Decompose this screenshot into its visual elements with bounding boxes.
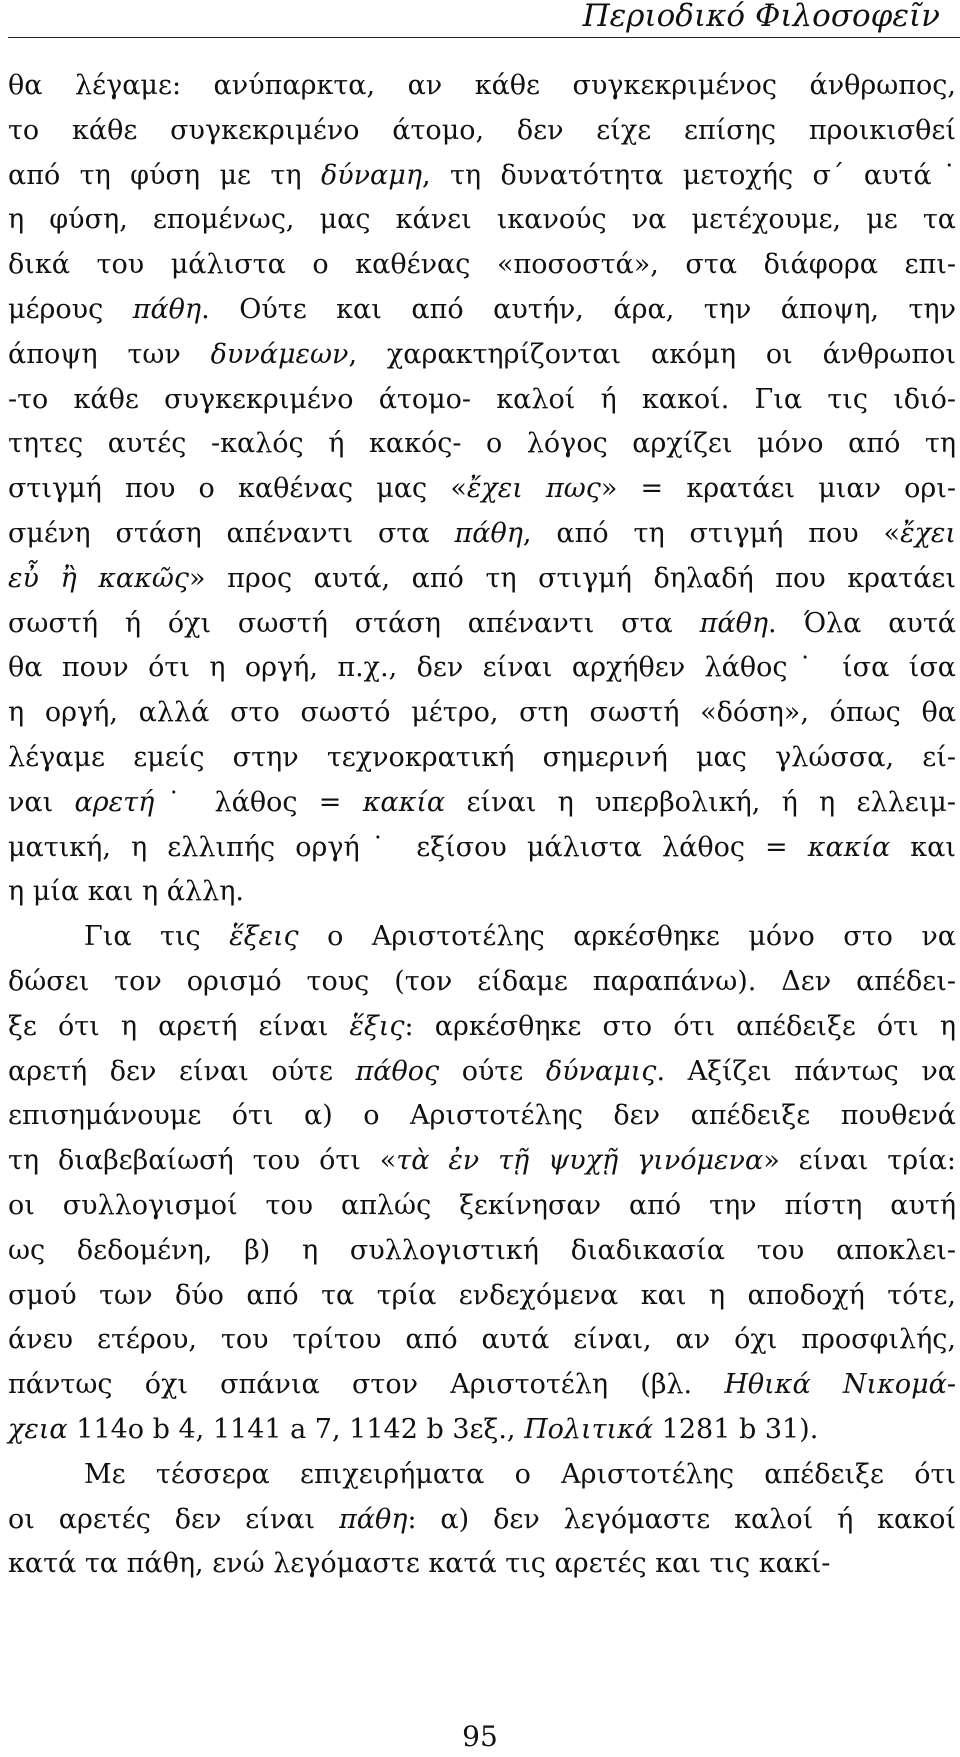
text-segment: 114ο b 4, 1141 a 7, 1142 b 3εξ., (67, 1413, 525, 1445)
italic-term: πάθη (339, 1503, 408, 1535)
text-segment: , χαρακτηρίζονται ακόμη οι άνθρωποι (348, 338, 956, 370)
italic-term: δυνάμεων (210, 338, 349, 370)
text-segment: » προς αυτά, από τη στιγμή δηλαδή που κρατάει (189, 562, 956, 594)
text-line (8, 198, 956, 243)
text-line (8, 1050, 956, 1095)
text-segment: θα πουν ότι η οργή, π.χ., δεν είναι αρχήθεν λάθος˙ ίσα ίσα (8, 652, 956, 684)
text-segment: η φύση, επομένως, μας κάνει ικανούς να μετέχουμε, με τα (8, 204, 956, 236)
italic-term: Ηθικά Νικομά- (724, 1369, 956, 1401)
text-segment: μέρους (8, 293, 133, 325)
text-line (8, 422, 956, 467)
text-line (8, 1184, 956, 1229)
text-segment: λέγαμε εμείς στην τεχνοκρατική σημερινή μας γλώσσα, εί- (8, 741, 956, 773)
text-segment: και (890, 831, 956, 863)
text-line (8, 1274, 956, 1319)
text-line (8, 1363, 956, 1408)
text-segment: . Αξίζει πάντως να (656, 1055, 956, 1087)
italic-term: αρετή (74, 786, 155, 818)
body-text (8, 64, 956, 1587)
text-line (8, 781, 956, 826)
text-line (8, 870, 956, 915)
text-segment: -το κάθε συγκεκριμένο άτομο- καλοί ή κακοί. Για τις ιδιό- (8, 383, 956, 415)
italic-term: ἕξις (349, 1010, 405, 1042)
text-line (8, 557, 956, 602)
italic-term: πάθος (355, 1055, 440, 1087)
text-segment: είναι η υπερβολική, ή η ελλειμ- (445, 786, 956, 818)
text-line (8, 1408, 956, 1453)
text-segment: σωστή ή όχι σωστή στάση απέναντι στα (8, 607, 700, 639)
italic-term: κακία (807, 831, 891, 863)
text-segment: ξε ότι η αρετή είναι (8, 1010, 350, 1042)
italic-term: δύναμη (320, 159, 422, 191)
text-segment: Για τις (84, 921, 230, 953)
text-segment: ούτε (439, 1055, 546, 1087)
italic-term: ἔχει πως (466, 473, 601, 505)
text-segment: δικά του μάλιστα ο καθένας «ποσοστά», στα διάφορα επι- (8, 249, 956, 281)
page-number: 95 (462, 1720, 498, 1753)
text-segment: δώσει τον ορισμό τους (τον είδαμε παραπάνω). Δεν απέδει- (8, 965, 956, 997)
text-segment: , από τη στιγμή που « (522, 517, 901, 549)
text-line (8, 467, 956, 512)
text-segment: , τη δυνατότητα μετοχής σ΄ αυτά˙ (422, 159, 956, 191)
text-segment: τη διαβεβαίωσή του ότι « (8, 1145, 397, 1177)
text-segment: : α) δεν λεγόμαστε καλοί ή κακοί (407, 1503, 956, 1535)
text-line (8, 826, 956, 871)
running-header: Περιοδικό Φιλοσοφεῖν (582, 0, 940, 34)
text-segment: ματική, η ελλιπής οργή˙ εξίσου μάλιστα λάθος = (8, 831, 808, 863)
text-segment: θα λέγαμε: ανύπαρκτα, αν κάθε συγκεκριμένος άνθρωπος, (8, 70, 956, 101)
text-line (8, 1229, 956, 1274)
text-segment: ναι (8, 786, 75, 818)
text-line (8, 243, 956, 288)
italic-term: εὖ ἢ κακῶς (8, 562, 190, 594)
text-segment: . Ούτε και από αυτήν, άρα, την άποψη, την (201, 293, 956, 325)
text-line (8, 1318, 956, 1363)
text-segment: κατά τα πάθη, ενώ λεγόμαστε κατά τις αρετές και τις κακί- (8, 1548, 831, 1580)
italic-term: χεια (8, 1413, 68, 1445)
text-line (8, 736, 956, 781)
text-line (8, 154, 956, 199)
text-line (8, 109, 956, 154)
text-line (8, 512, 956, 557)
text-line (8, 1453, 956, 1498)
text-line (8, 602, 956, 647)
text-line (8, 1542, 956, 1587)
text-line (8, 64, 956, 109)
text-segment: : αρκέσθηκε στο ότι απέδειξε ότι η (404, 1010, 957, 1042)
text-line (8, 333, 956, 378)
italic-term: πάθη (454, 517, 523, 549)
text-line (8, 378, 956, 423)
italic-term: δύναμις (545, 1055, 657, 1087)
text-line (8, 915, 956, 960)
text-segment: 1281 b 31). (653, 1413, 819, 1445)
text-segment: . Όλα αυτά (768, 607, 957, 639)
italic-term: ἔχει (900, 517, 957, 549)
text-segment: άποψη των (8, 338, 211, 370)
text-segment: από τη φύση με τη (8, 159, 321, 191)
text-line (8, 1139, 956, 1184)
text-segment: στιγμή που ο καθένας μας « (8, 473, 467, 505)
text-segment: ˙ λάθος = (154, 786, 363, 818)
text-line (8, 960, 956, 1005)
text-segment: πάντως όχι σπάνια στον Αριστοτέλη (βλ. (8, 1369, 725, 1401)
text-segment: σμένη στάση απέναντι στα (8, 517, 455, 549)
text-segment: » είναι τρία: (763, 1145, 957, 1177)
text-line (8, 1005, 956, 1050)
text-segment: οι αρετές δεν είναι (8, 1503, 340, 1535)
header-rule (8, 37, 960, 38)
italic-term: πάθη (699, 607, 769, 639)
text-segment: αρετή δεν είναι ούτε (8, 1055, 356, 1087)
text-segment: η οργή, αλλά στο σωστό μέτρο, στη σωστή «δόση», όπως θα (8, 697, 956, 729)
text-segment: τητες αυτές -καλός ή κακός- ο λόγος αρχίζει μόνο από τη (8, 428, 956, 460)
text-line (8, 646, 956, 691)
text-segment: οι συλλογισμοί του απλώς ξεκίνησαν από την πίστη αυτή (8, 1189, 956, 1221)
italic-term: πάθη (132, 293, 202, 325)
text-segment: η μία και η άλλη. (8, 876, 244, 908)
text-segment: ο Αριστοτέλης αρκέσθηκε μόνο στο να (298, 921, 956, 953)
text-segment: Με τέσσερα επιχειρήματα ο Αριστοτέλης απέδειξε ότι (84, 1458, 956, 1490)
italic-term: κακία (362, 786, 446, 818)
italic-term: τὰ ἐν τῇ ψυχῇ γινόμενα (396, 1145, 764, 1177)
text-line (8, 288, 956, 333)
italic-term: ἕξεις (229, 921, 299, 953)
italic-term: Πολιτικά (524, 1413, 654, 1445)
text-line (8, 1094, 956, 1139)
text-segment: ως δεδομένη, β) η συλλογιστική διαδικασία του αποκλει- (8, 1234, 956, 1266)
text-segment: άνευ ετέρου, του τρίτου από αυτά είναι, αν όχι προσφιλής, (8, 1324, 956, 1356)
text-line (8, 1498, 956, 1543)
text-segment: το κάθε συγκεκριμένο άτομο, δεν είχε επίσης προικισθεί (8, 114, 956, 146)
text-segment: επισημάνουμε ότι α) ο Αριστοτέλης δεν απέδειξε πουθενά (8, 1100, 956, 1132)
text-segment: » = κρατάει μιαν ορι- (600, 473, 956, 505)
text-line (8, 691, 956, 736)
text-segment: σμού των δύο από τα τρία ενδεχόμενα και η αποδοχή τότε, (8, 1279, 956, 1311)
